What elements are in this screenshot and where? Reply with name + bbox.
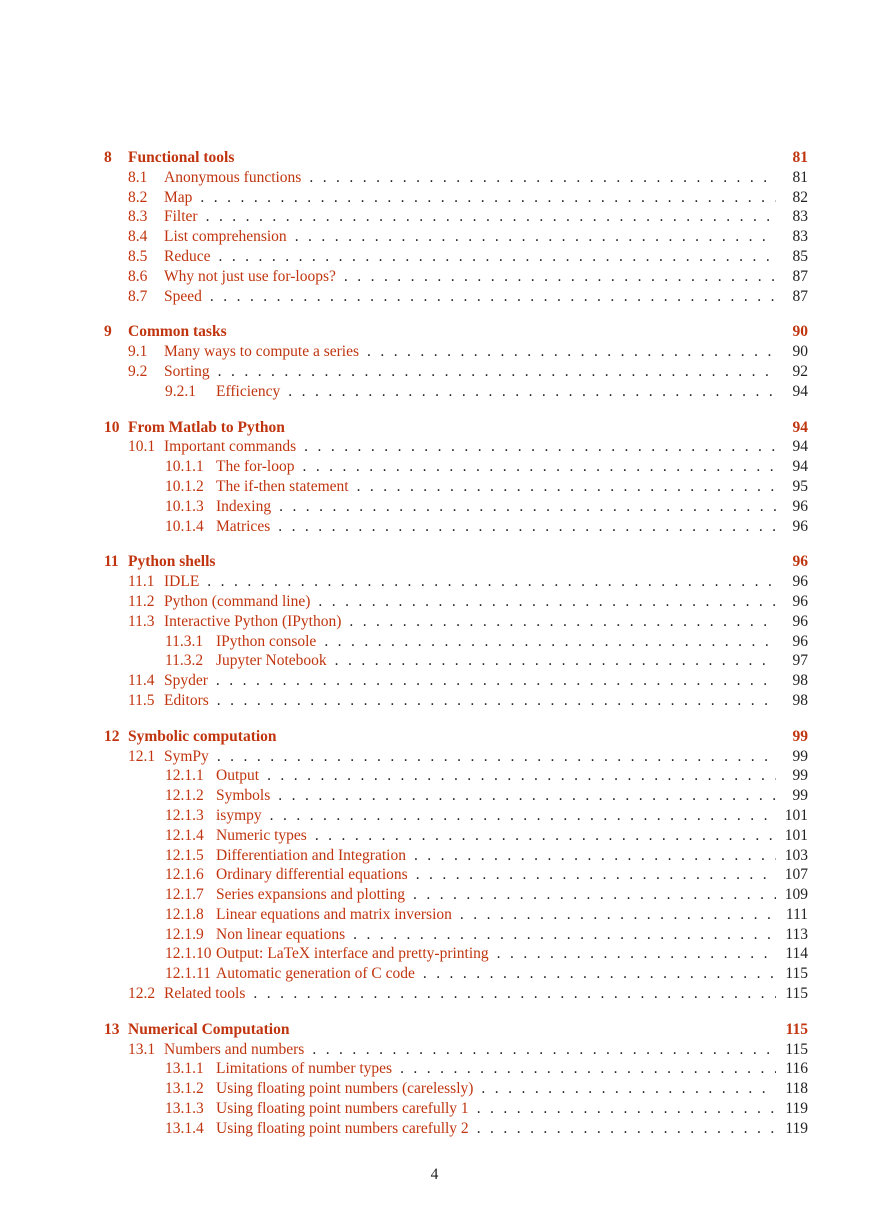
toc-subsection-entry[interactable]	[104, 905, 808, 925]
dot-leader	[416, 865, 776, 885]
dot-leader	[460, 905, 776, 925]
entry-number: 8.5	[128, 247, 148, 265]
dot-leader	[288, 382, 776, 402]
toc-subsection-entry[interactable]	[104, 944, 808, 964]
toc-subsection-entry[interactable]	[104, 651, 808, 671]
entry-title[interactable]: Differentiation and Integration	[216, 846, 406, 864]
toc-section-entry[interactable]	[104, 342, 808, 362]
toc-section-entry[interactable]	[104, 362, 808, 382]
entry-page-number[interactable]: 94	[792, 382, 808, 400]
toc-section-entry[interactable]	[104, 267, 808, 287]
entry-number: 12.1.7	[165, 886, 204, 904]
toc-section-entry[interactable]	[104, 572, 808, 592]
entry-title[interactable]: Symbols	[216, 787, 271, 805]
table-of-contents	[104, 148, 808, 1155]
entry-title[interactable]: Using floating point numbers carefully 2	[216, 1119, 469, 1137]
entry-number: 12.1.2	[165, 787, 204, 805]
entry-title[interactable]: Indexing	[216, 497, 272, 515]
dot-leader	[218, 247, 776, 267]
toc-section-entry[interactable]	[104, 671, 808, 691]
entry-title[interactable]: The if-then statement	[216, 477, 349, 495]
dot-leader	[318, 592, 776, 612]
chapter-page-number[interactable]: 99	[792, 727, 808, 745]
toc-subsection-entry[interactable]	[104, 865, 808, 885]
toc-section-entry[interactable]	[104, 1040, 808, 1060]
chapter-page-number[interactable]: 90	[792, 323, 808, 341]
entry-title[interactable]: Output	[216, 767, 260, 785]
dot-leader	[344, 267, 776, 287]
dot-leader	[309, 168, 776, 188]
entry-title[interactable]: Why not just use for-loops?	[164, 267, 336, 285]
entry-page-number[interactable]: 107	[784, 866, 808, 884]
toc-subsection-entry[interactable]	[104, 457, 808, 477]
entry-page-number[interactable]: 82	[792, 188, 808, 206]
entry-title[interactable]: List comprehension	[164, 228, 287, 246]
entry-title[interactable]: isympy	[216, 806, 262, 824]
entry-page-number[interactable]: 96	[792, 592, 808, 610]
entry-number: 13.1.4	[165, 1119, 204, 1137]
entry-title[interactable]: Spyder	[164, 672, 208, 690]
toc-subsection-entry[interactable]	[104, 497, 808, 517]
entry-title[interactable]: Using floating point numbers carefully 1	[216, 1100, 469, 1118]
toc-subsection-entry[interactable]	[104, 846, 808, 866]
entry-page-number[interactable]: 83	[792, 228, 808, 246]
dot-leader	[279, 497, 776, 517]
entry-page-number[interactable]: 115	[785, 965, 808, 983]
entry-title[interactable]: Sorting	[164, 362, 210, 380]
dot-leader	[278, 786, 776, 806]
toc-section-entry[interactable]	[104, 592, 808, 612]
entry-page-number[interactable]: 94	[792, 458, 808, 476]
entry-number: 12.2	[128, 985, 156, 1003]
toc-section-entry[interactable]	[104, 747, 808, 767]
chapter-number: 13	[104, 1020, 120, 1038]
entry-page-number[interactable]: 83	[792, 208, 808, 226]
dot-leader	[481, 1079, 776, 1099]
entry-number: 12.1.4	[165, 826, 204, 844]
dot-leader	[423, 964, 776, 984]
entry-number: 13.1	[128, 1040, 156, 1058]
dot-leader	[357, 477, 776, 497]
toc-subsection-entry[interactable]	[104, 826, 808, 846]
chapter-number: 11	[104, 553, 119, 571]
toc-subsection-entry[interactable]	[104, 1059, 808, 1079]
entry-number: 11.5	[128, 691, 155, 709]
entry-number: 10.1.4	[165, 517, 204, 535]
entry-title[interactable]: Numeric types	[216, 826, 307, 844]
entry-number: 9.2	[128, 362, 148, 380]
entry-number: 11.3.2	[165, 652, 204, 670]
entry-page-number[interactable]: 115	[785, 1040, 808, 1058]
toc-chapter-entry[interactable]	[104, 418, 808, 438]
toc-section-entry[interactable]	[104, 984, 808, 1004]
dot-leader	[200, 188, 776, 208]
entry-number: 11.3	[128, 612, 155, 630]
entry-title[interactable]: SymPy	[164, 747, 209, 765]
entry-title[interactable]: Non linear equations	[216, 925, 346, 943]
entry-number: 12.1.9	[165, 925, 204, 943]
entry-number: 12.1.5	[165, 846, 204, 864]
entry-page-number[interactable]: 103	[784, 846, 808, 864]
chapter-page-number[interactable]: 94	[792, 418, 808, 436]
toc-subsection-entry[interactable]	[104, 382, 808, 402]
toc-subsection-entry[interactable]	[104, 786, 808, 806]
dot-leader	[218, 362, 776, 382]
toc-chapter-entry[interactable]	[104, 727, 808, 747]
entry-number: 11.3.1	[165, 632, 204, 650]
entry-number: 10.1.3	[165, 497, 204, 515]
dot-leader	[414, 846, 776, 866]
entry-page-number[interactable]: 94	[792, 438, 808, 456]
dot-leader	[253, 984, 776, 1004]
chapter-title[interactable]: Symbolic computation	[128, 727, 277, 745]
entry-title[interactable]: Speed	[164, 287, 202, 305]
entry-number: 8.4	[128, 228, 148, 246]
entry-page-number[interactable]: 92	[792, 362, 808, 380]
toc-subsection-entry[interactable]	[104, 766, 808, 786]
chapter-page-number[interactable]: 96	[792, 553, 808, 571]
dot-leader	[207, 572, 776, 592]
entry-number: 12.1.1	[165, 767, 204, 785]
entry-title[interactable]: Using floating point numbers (carelessly)	[216, 1080, 474, 1098]
toc-subsection-entry[interactable]	[104, 517, 808, 537]
entry-title[interactable]: Linear equations and matrix inversion	[216, 905, 452, 923]
entry-title[interactable]: Series expansions and plotting	[216, 886, 405, 904]
toc-section-entry[interactable]	[104, 287, 808, 307]
entry-number: 12.1.6	[165, 866, 204, 884]
toc-chapter-block	[104, 148, 808, 306]
entry-page-number[interactable]: 119	[785, 1100, 808, 1118]
entry-number: 12.1.11	[165, 965, 211, 983]
entry-title[interactable]: Limitations of number types	[216, 1060, 393, 1078]
entry-number: 12.1	[128, 747, 156, 765]
dot-leader	[210, 287, 776, 307]
entry-page-number[interactable]: 99	[792, 767, 808, 785]
dot-leader	[367, 342, 776, 362]
toc-section-entry[interactable]	[104, 247, 808, 267]
toc-subsection-entry[interactable]	[104, 632, 808, 652]
entry-page-number[interactable]: 87	[792, 267, 808, 285]
entry-page-number[interactable]: 116	[785, 1060, 808, 1078]
entry-page-number[interactable]: 99	[792, 747, 808, 765]
entry-page-number[interactable]: 101	[784, 826, 808, 844]
entry-page-number[interactable]: 96	[792, 632, 808, 650]
toc-section-entry[interactable]	[104, 168, 808, 188]
entry-page-number[interactable]: 96	[792, 573, 808, 591]
chapter-page-number[interactable]: 81	[792, 149, 808, 166]
toc-subsection-entry[interactable]	[104, 1099, 808, 1119]
entry-title[interactable]: Editors	[164, 691, 209, 709]
dot-leader	[302, 457, 776, 477]
chapter-number: 10	[104, 418, 120, 436]
entry-title[interactable]: Interactive Python (IPython)	[164, 612, 342, 630]
entry-number: 10.1.1	[165, 458, 204, 476]
dot-leader	[206, 207, 776, 227]
entry-page-number[interactable]: 85	[792, 247, 808, 265]
toc-subsection-entry[interactable]	[104, 964, 808, 984]
dot-leader	[278, 517, 776, 537]
toc-subsection-entry[interactable]	[104, 1079, 808, 1099]
toc-chapter-block	[104, 552, 808, 710]
toc-section-entry[interactable]	[104, 227, 808, 247]
entry-number: 9.1	[128, 343, 148, 361]
entry-page-number[interactable]: 87	[792, 287, 808, 305]
toc-subsection-entry[interactable]	[104, 925, 808, 945]
toc-chapter-block	[104, 727, 808, 1004]
entry-number: 8.1	[128, 168, 148, 186]
entry-title[interactable]: The for-loop	[216, 458, 295, 476]
entry-title[interactable]: IPython console	[216, 632, 317, 650]
dot-leader	[217, 747, 776, 767]
entry-page-number[interactable]: 98	[792, 672, 808, 690]
entry-title[interactable]: Important commands	[164, 438, 297, 456]
toc-chapter-block	[104, 322, 808, 401]
entry-title[interactable]: Related tools	[164, 985, 246, 1003]
entry-page-number[interactable]: 114	[785, 945, 808, 963]
entry-page-number[interactable]: 115	[785, 985, 808, 1003]
entry-title[interactable]: Reduce	[164, 247, 211, 265]
entry-title[interactable]: Anonymous functions	[164, 168, 302, 186]
entry-number: 12.1.3	[165, 806, 204, 824]
entry-page-number[interactable]: 96	[792, 497, 808, 515]
dot-leader	[353, 925, 776, 945]
entry-number: 10.1.2	[165, 477, 204, 495]
dot-leader	[312, 1040, 776, 1060]
entry-title[interactable]: Many ways to compute a series	[164, 343, 359, 361]
entry-page-number[interactable]: 118	[785, 1080, 808, 1098]
chapter-page-number[interactable]: 115	[785, 1020, 808, 1038]
entry-page-number[interactable]: 97	[792, 652, 808, 670]
entry-number: 13.1.2	[165, 1080, 204, 1098]
entry-number: 8.7	[128, 287, 148, 305]
toc-subsection-entry[interactable]	[104, 477, 808, 497]
chapter-title[interactable]: Python shells	[128, 553, 216, 571]
dot-leader	[497, 944, 776, 964]
dot-leader	[349, 612, 776, 632]
entry-number: 13.1.1	[165, 1060, 204, 1078]
entry-title[interactable]: Python (command line)	[164, 592, 311, 610]
toc-chapter-entry[interactable]	[104, 1020, 808, 1040]
entry-title[interactable]: Filter	[164, 208, 198, 226]
entry-title[interactable]: Automatic generation of C code	[216, 965, 415, 983]
page-number: 4	[430, 1166, 439, 1183]
toc-section-entry[interactable]	[104, 188, 808, 208]
entry-number: 10.1	[128, 438, 156, 456]
toc-subsection-entry[interactable]	[104, 1119, 808, 1139]
chapter-number: 8	[104, 149, 112, 166]
toc-section-entry[interactable]	[104, 612, 808, 632]
entry-page-number[interactable]: 96	[792, 612, 808, 630]
dot-leader	[270, 806, 776, 826]
toc-chapter-block	[104, 418, 808, 537]
toc-section-entry[interactable]	[104, 207, 808, 227]
entry-number: 9.2.1	[165, 382, 196, 400]
entry-title[interactable]: Matrices	[216, 517, 271, 535]
entry-page-number[interactable]: 90	[792, 343, 808, 361]
entry-number: 8.2	[128, 188, 148, 206]
toc-chapter-block	[104, 1020, 808, 1139]
toc-section-entry[interactable]	[104, 437, 808, 457]
dot-leader	[315, 826, 776, 846]
entry-title[interactable]: Numbers and numbers	[164, 1040, 305, 1058]
dot-leader	[217, 691, 776, 711]
entry-number: 11.2	[128, 592, 155, 610]
entry-number: 8.3	[128, 208, 148, 226]
entry-page-number[interactable]: 113	[785, 925, 808, 943]
toc-subsection-entry[interactable]	[104, 885, 808, 905]
toc-subsection-entry[interactable]	[104, 806, 808, 826]
entry-number: 12.1.8	[165, 905, 204, 923]
entry-title[interactable]: Ordinary differential equations	[216, 866, 408, 884]
dot-leader	[295, 227, 776, 247]
dot-leader	[335, 651, 776, 671]
dot-leader	[216, 671, 776, 691]
toc-chapter-entry[interactable]	[104, 552, 808, 572]
chapter-title[interactable]: From Matlab to Python	[128, 418, 285, 436]
chapter-title[interactable]: Common tasks	[128, 323, 227, 341]
entry-page-number[interactable]: 119	[785, 1119, 808, 1137]
entry-number: 13.1.3	[165, 1100, 204, 1118]
entry-page-number[interactable]: 101	[784, 806, 808, 824]
entry-title[interactable]: Map	[164, 188, 193, 206]
dot-leader	[267, 766, 776, 786]
dot-leader	[400, 1059, 776, 1079]
dot-leader	[477, 1119, 776, 1139]
entry-page-number[interactable]: 98	[792, 691, 808, 709]
entry-page-number[interactable]: 109	[784, 886, 808, 904]
entry-title[interactable]: Output: LaTeX interface and pretty-printing	[216, 945, 489, 963]
entry-title[interactable]: Efficiency	[216, 382, 281, 400]
entry-title[interactable]: IDLE	[164, 573, 200, 591]
chapter-number: 12	[104, 727, 120, 745]
toc-chapter-entry[interactable]	[104, 148, 808, 168]
entry-number: 11.4	[128, 672, 155, 690]
entry-number: 11.1	[128, 573, 155, 591]
entry-page-number[interactable]: 96	[792, 517, 808, 535]
entry-title[interactable]: Jupyter Notebook	[216, 652, 327, 670]
chapter-title[interactable]: Numerical Computation	[128, 1020, 290, 1038]
dot-leader	[324, 632, 776, 652]
entry-page-number[interactable]: 95	[792, 477, 808, 495]
dot-leader	[304, 437, 776, 457]
chapter-number: 9	[104, 323, 112, 341]
entry-number: 8.6	[128, 267, 148, 285]
chapter-title[interactable]: Functional tools	[128, 149, 235, 166]
toc-section-entry[interactable]	[104, 691, 808, 711]
entry-number: 12.1.10	[165, 945, 212, 963]
entry-page-number[interactable]: 111	[785, 905, 808, 923]
toc-chapter-entry[interactable]	[104, 322, 808, 342]
dot-leader	[413, 885, 776, 905]
entry-page-number[interactable]: 99	[792, 787, 808, 805]
entry-page-number[interactable]: 81	[792, 168, 808, 186]
dot-leader	[477, 1099, 776, 1119]
